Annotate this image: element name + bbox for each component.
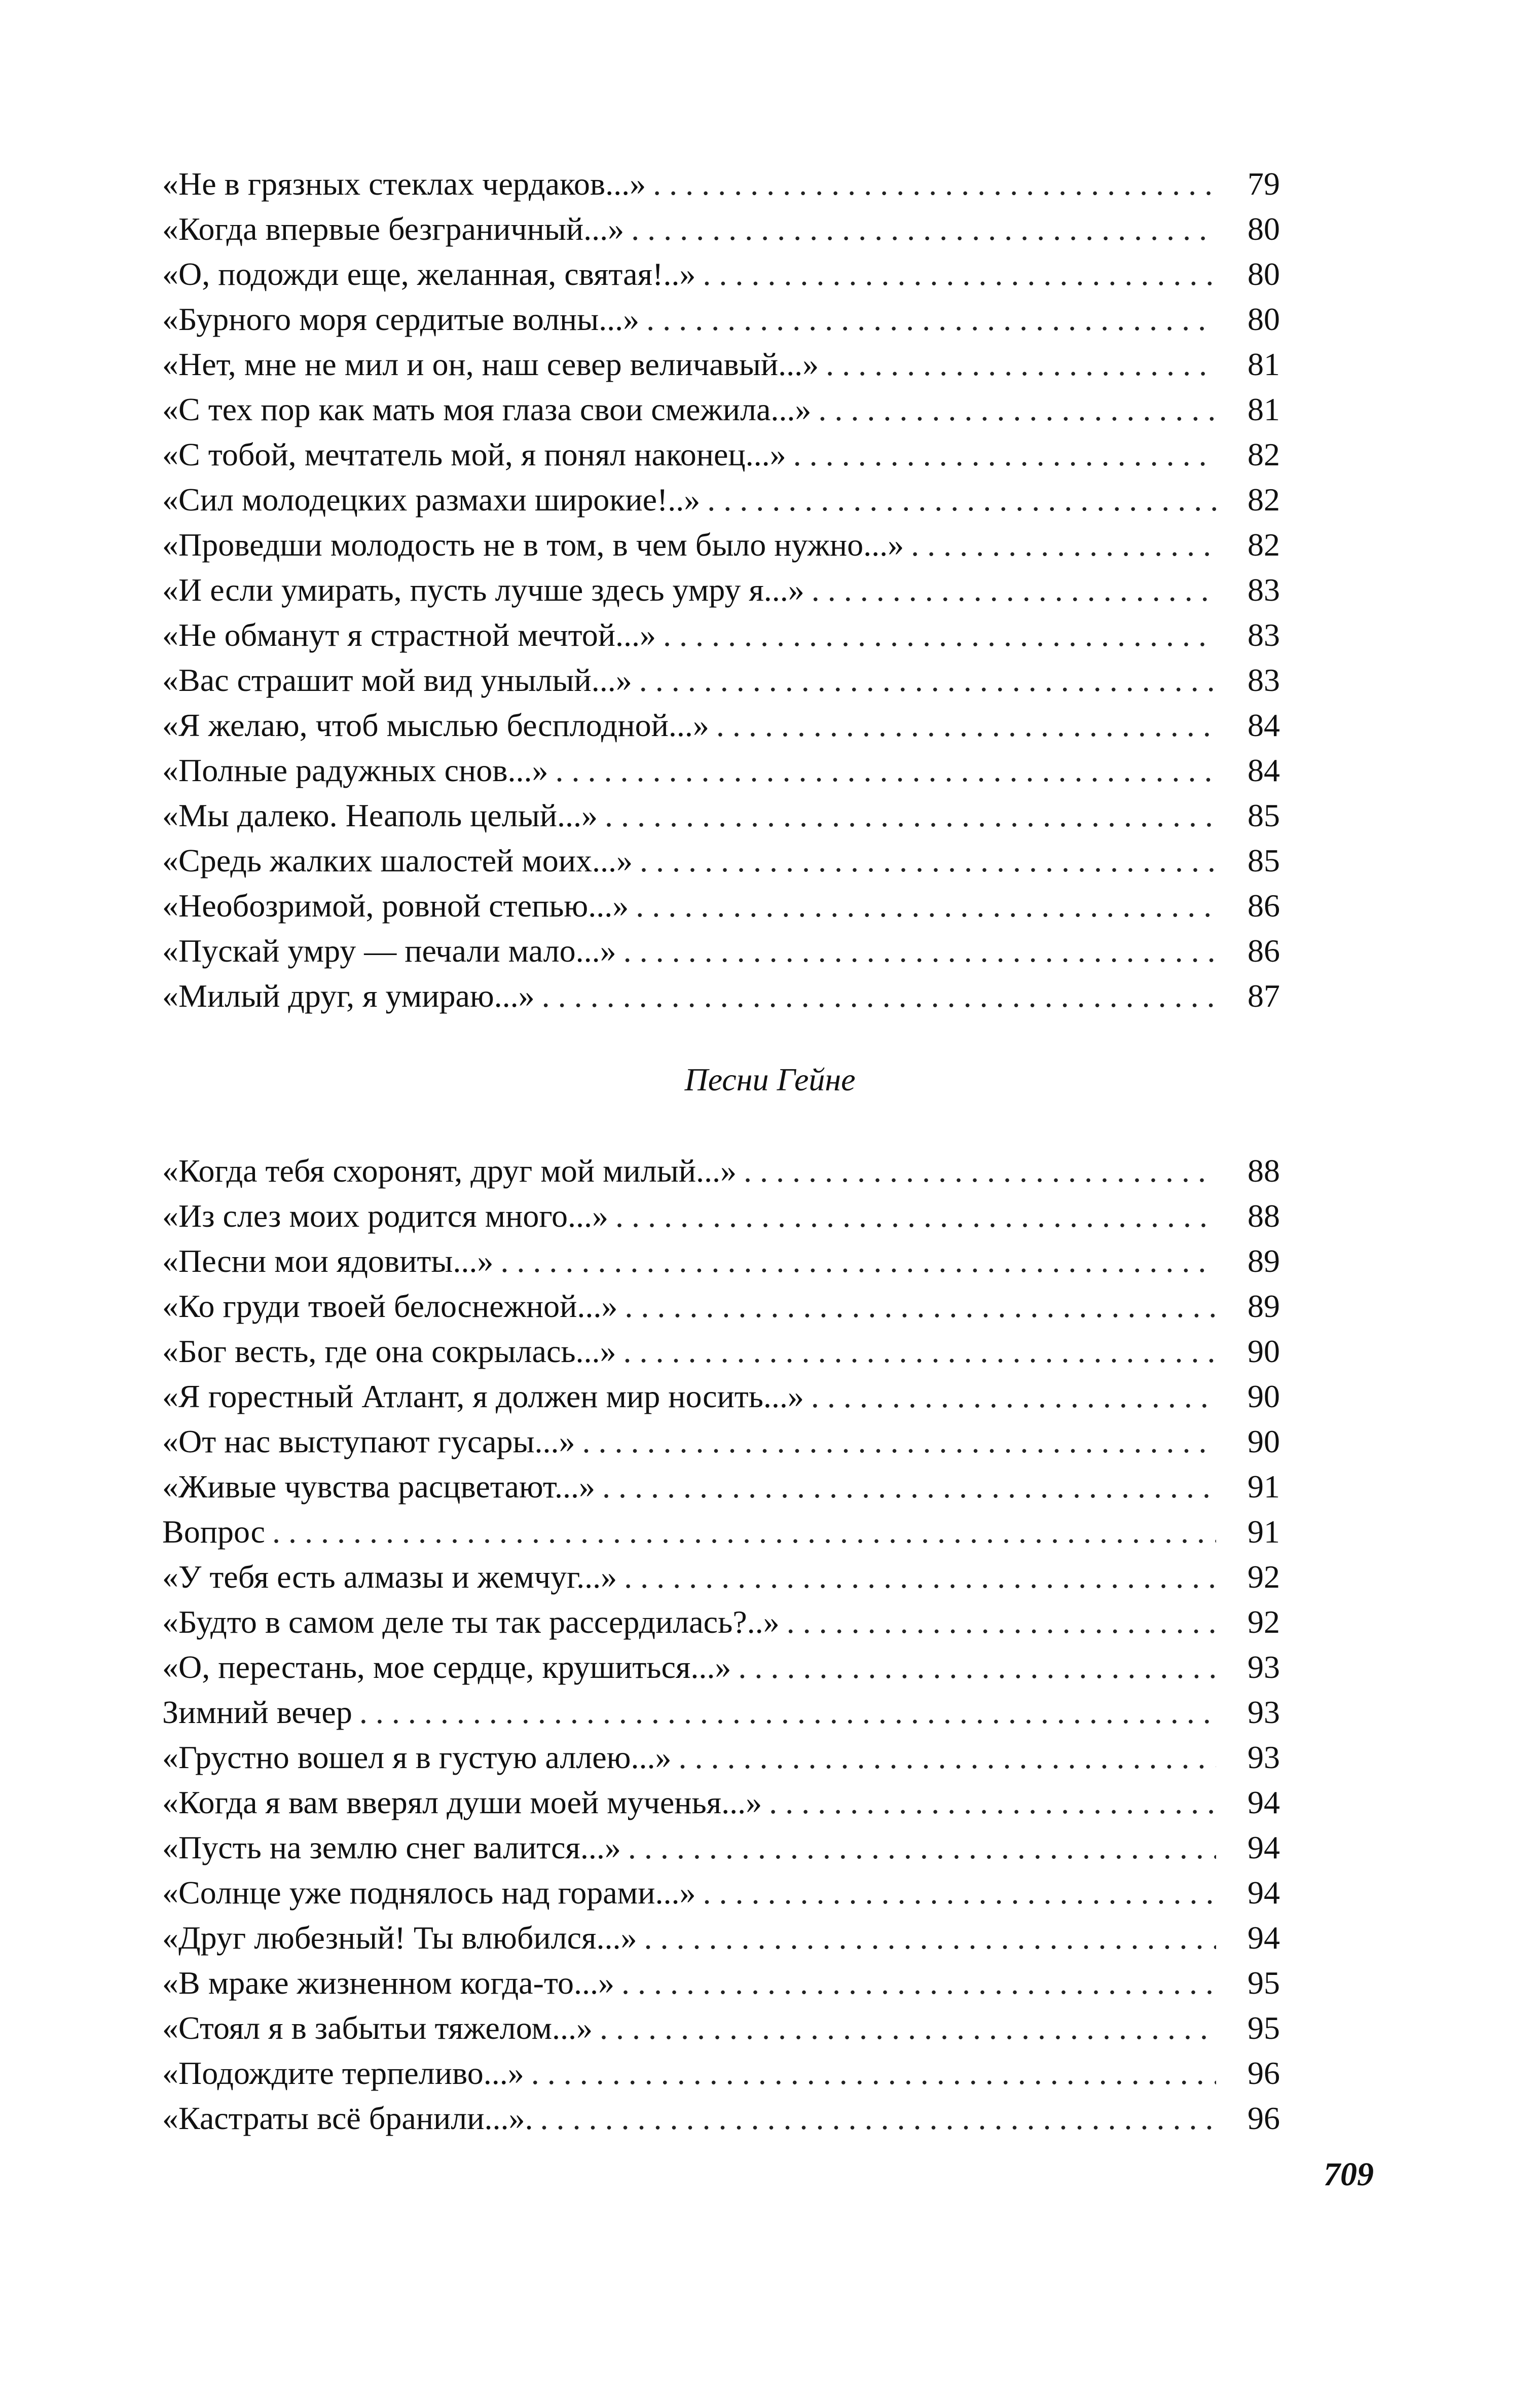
- toc-entry-title: «Когда впервые безграничный...»: [162, 211, 625, 247]
- toc-entry-title: «Не обманут я страстной мечтой...»: [162, 617, 656, 653]
- toc-entry: [162, 657, 1280, 703]
- toc-entry: [162, 883, 1280, 928]
- toc-entry: [162, 2005, 1280, 2050]
- toc-leader-dots: [600, 2005, 1216, 2050]
- toc-entry: [162, 1284, 1280, 1329]
- toc-leader-dots: [703, 1870, 1216, 1915]
- toc-entry-title: «Милый друг, я умираю...»: [162, 978, 535, 1014]
- toc-entry: [162, 1148, 1280, 1193]
- toc-entry-page: 85: [1248, 842, 1280, 878]
- toc-leader-dots: [818, 387, 1216, 432]
- toc-entry-page: 86: [1248, 933, 1280, 969]
- toc-leader-dots: [826, 342, 1216, 387]
- toc-entry-title: «Бог весть, где она сокрылась...»: [162, 1333, 616, 1369]
- toc-entry-title: «Полные радужных снов...»: [162, 752, 548, 788]
- toc-list-first: [162, 161, 1280, 1018]
- toc-entry-page: 88: [1248, 1153, 1280, 1189]
- toc-entry: [162, 1329, 1280, 1374]
- toc-entry-page: 89: [1248, 1288, 1280, 1324]
- toc-entry-page: 93: [1248, 1649, 1280, 1685]
- toc-entry-page: 93: [1248, 1694, 1280, 1730]
- toc-entry-page: 95: [1248, 2010, 1280, 2046]
- toc-leader-dots: [716, 703, 1216, 748]
- toc-entry-title: «Вас страшит мой вид унылый...»: [162, 662, 632, 698]
- toc-entry-page: 82: [1248, 527, 1280, 563]
- toc-entry-title: «Когда тебя схоронят, друг мой милый...»: [162, 1153, 737, 1189]
- toc-leader-dots: [653, 161, 1216, 206]
- toc-entry-page: 90: [1248, 1333, 1280, 1369]
- toc-entry-page: 96: [1248, 2100, 1280, 2136]
- toc-entry: [162, 2050, 1280, 2096]
- toc-entry-title: «Нет, мне не мил и он, наш север величавый...»: [162, 346, 819, 382]
- toc-entry: [162, 1509, 1280, 1554]
- toc-entry-title: «Пусть на землю снег валится...»: [162, 1829, 621, 1865]
- toc-entry-page: 96: [1248, 2055, 1280, 2091]
- toc-entry-title: Вопрос: [162, 1514, 265, 1550]
- toc-entry: [162, 1960, 1280, 2005]
- toc-entry-page: 81: [1248, 346, 1280, 382]
- toc-entry: [162, 973, 1280, 1018]
- toc-leader-dots: [615, 1193, 1216, 1238]
- toc-entry-title: «Мы далеко. Неаполь целый...»: [162, 797, 598, 833]
- toc-entry-title: «Песни мои ядовиты...»: [162, 1243, 494, 1279]
- toc-entry: [162, 1915, 1280, 1960]
- toc-entry: [162, 1374, 1280, 1419]
- toc-entry: [162, 206, 1280, 251]
- toc-entry-page: 80: [1248, 256, 1280, 292]
- toc-entry: [162, 748, 1280, 793]
- toc-entry-title: «Необозримой, ровной степью...»: [162, 888, 629, 924]
- toc-entry-page: 86: [1248, 888, 1280, 924]
- toc-list-heine: [162, 1148, 1280, 2141]
- toc-entry-page: 91: [1248, 1469, 1280, 1505]
- toc-leader-dots: [359, 1690, 1216, 1735]
- toc-leader-dots: [624, 928, 1216, 973]
- toc-entry-page: 85: [1248, 797, 1280, 833]
- toc-leader-dots: [624, 1554, 1216, 1599]
- toc-leader-dots: [678, 1735, 1216, 1780]
- toc-entry: [162, 1193, 1280, 1238]
- toc-entry-title: «С тех пор как мать моя глаза свои смежила...»: [162, 391, 812, 427]
- toc-leader-dots: [636, 883, 1216, 928]
- toc-entry-title: «С тобой, мечтатель мой, я понял наконец...»: [162, 436, 786, 472]
- toc-leader-dots: [738, 1644, 1216, 1690]
- toc-entry: [162, 1238, 1280, 1284]
- toc-entry-title: «От нас выступают гусары...»: [162, 1423, 575, 1459]
- toc-leader-dots: [542, 973, 1216, 1018]
- toc-leader-dots: [531, 2050, 1216, 2096]
- toc-entry: [162, 387, 1280, 432]
- toc-entry-page: 92: [1248, 1604, 1280, 1640]
- toc-entry-title: «У тебя есть алмазы и жемчуг...»: [162, 1559, 617, 1595]
- toc-entry: [162, 1870, 1280, 1915]
- toc-entry-title: «Я горестный Атлант, я должен мир носить...»: [162, 1378, 804, 1414]
- toc-entry-title: «Кастраты всё бранили...».: [162, 2100, 533, 2136]
- toc-entry-title: Зимний вечер: [162, 1694, 352, 1730]
- toc-entry: [162, 342, 1280, 387]
- toc-entry-page: 82: [1248, 482, 1280, 518]
- toc-entry-title: «Подождите терпеливо...»: [162, 2055, 524, 2091]
- toc-leader-dots: [646, 297, 1216, 342]
- toc-entry: [162, 612, 1280, 657]
- toc-entry: [162, 432, 1280, 477]
- toc-leader-dots: [812, 567, 1216, 612]
- toc-leader-dots: [639, 657, 1216, 703]
- toc-entry-title: «Я желаю, чтоб мыслью бесплодной...»: [162, 707, 709, 743]
- toc-entry: [162, 1464, 1280, 1509]
- toc-leader-dots: [602, 1464, 1216, 1509]
- toc-entry-page: 81: [1248, 391, 1280, 427]
- toc-leader-dots: [582, 1419, 1216, 1464]
- toc-entry-title: «Будто в самом деле ты так рассердилась?..»: [162, 1604, 780, 1640]
- toc-leader-dots: [624, 1329, 1216, 1374]
- toc-entry-title: «О, перестань, мое сердце, крушиться...»: [162, 1649, 731, 1685]
- toc-entry: [162, 522, 1280, 567]
- toc-leader-dots: [625, 1284, 1216, 1329]
- toc-entry: [162, 1690, 1280, 1735]
- toc-entry-page: 80: [1248, 301, 1280, 337]
- toc-entry: [162, 297, 1280, 342]
- toc-entry-page: 84: [1248, 752, 1280, 788]
- toc-entry-title: «И если умирать, пусть лучше здесь умру я...»: [162, 572, 804, 608]
- toc-entry-title: «В мраке жизненном когда-то...»: [162, 1965, 614, 2001]
- toc-leader-dots: [663, 612, 1216, 657]
- toc-entry-title: «Средь жалких шалостей моих...»: [162, 842, 633, 878]
- toc-entry-page: 94: [1248, 1829, 1280, 1865]
- toc-entry-page: 83: [1248, 662, 1280, 698]
- toc-leader-dots: [272, 1509, 1216, 1554]
- toc-entry: [162, 928, 1280, 973]
- toc-leader-dots: [793, 432, 1216, 477]
- toc-entry-page: 89: [1248, 1243, 1280, 1279]
- toc-leader-dots: [787, 1599, 1216, 1644]
- toc-entry: [162, 161, 1280, 206]
- toc-entry-page: 83: [1248, 572, 1280, 608]
- toc-entry: [162, 838, 1280, 883]
- toc-entry-title: «Солнце уже поднялось над горами...»: [162, 1875, 696, 1911]
- toc-leader-dots: [644, 1915, 1216, 1960]
- toc-entry-title: «Из слез моих родится много...»: [162, 1198, 609, 1234]
- toc-leader-dots: [744, 1148, 1216, 1193]
- toc-leader-dots: [540, 2096, 1216, 2141]
- toc-entry: [162, 2096, 1280, 2141]
- toc-entry: [162, 251, 1280, 297]
- toc-entry-title: «Сил молодецких размахи широкие!..»: [162, 482, 701, 518]
- toc-leader-dots: [640, 838, 1216, 883]
- toc-entry-page: 83: [1248, 617, 1280, 653]
- toc-entry-page: 95: [1248, 1965, 1280, 2001]
- toc-entry: [162, 703, 1280, 748]
- toc-entry-page: 90: [1248, 1423, 1280, 1459]
- toc-leader-dots: [555, 748, 1216, 793]
- toc-entry-title: «Пускай умру — печали мало...»: [162, 933, 616, 969]
- toc-entry: [162, 1554, 1280, 1599]
- toc-entry-page: 90: [1248, 1378, 1280, 1414]
- toc-entry-page: 80: [1248, 211, 1280, 247]
- toc-entry-title: «Грустно вошел я в густую аллею...»: [162, 1739, 672, 1775]
- toc-entry-title: «Бурного моря сердитые волны...»: [162, 301, 640, 337]
- toc-entry: [162, 793, 1280, 838]
- toc-entry-page: 88: [1248, 1198, 1280, 1234]
- toc-entry: [162, 1599, 1280, 1644]
- section-heading: Песни Гейне: [684, 1061, 856, 1097]
- toc-entry-title: «Не в грязных стеклах чердаков...»: [162, 166, 646, 202]
- toc-entry-title: «Ко груди твоей белоснежной...»: [162, 1288, 618, 1324]
- toc-entry: [162, 477, 1280, 522]
- toc-leader-dots: [769, 1780, 1216, 1825]
- toc-entry: [162, 1735, 1280, 1780]
- toc-entry-title: «Стоял я в забытьи тяжелом...»: [162, 2010, 593, 2046]
- toc-entry: [162, 567, 1280, 612]
- toc-leader-dots: [500, 1238, 1216, 1284]
- toc-entry-page: 84: [1248, 707, 1280, 743]
- toc-entry-page: 93: [1248, 1739, 1280, 1775]
- page-number: 709: [1324, 2156, 1374, 2193]
- toc-entry-page: 94: [1248, 1920, 1280, 1956]
- toc-leader-dots: [621, 1960, 1216, 2005]
- toc-leader-dots: [911, 522, 1216, 567]
- toc-entry-title: «Друг любезный! Ты влюбился...»: [162, 1920, 637, 1956]
- toc-entry-title: «Когда я вам вверял души моей мученья...»: [162, 1784, 762, 1820]
- toc-leader-dots: [628, 1825, 1216, 1870]
- toc-entry-title: «Проведши молодость не в том, в чем было нужно...»: [162, 527, 904, 563]
- toc-entry-page: 92: [1248, 1559, 1280, 1595]
- toc-entry-page: 91: [1248, 1514, 1280, 1550]
- toc-leader-dots: [707, 477, 1216, 522]
- toc-entry: [162, 1825, 1280, 1870]
- toc-leader-dots: [631, 206, 1216, 251]
- toc-entry: [162, 1780, 1280, 1825]
- toc-leader-dots: [811, 1374, 1216, 1419]
- toc-entry-page: 82: [1248, 436, 1280, 472]
- toc-leader-dots: [605, 793, 1216, 838]
- toc-entry-page: 94: [1248, 1875, 1280, 1911]
- toc-entry-title: «Живые чувства расцветают...»: [162, 1469, 595, 1505]
- toc-entry: [162, 1644, 1280, 1690]
- toc-leader-dots: [703, 251, 1216, 297]
- toc-entry-page: 94: [1248, 1784, 1280, 1820]
- toc-entry-page: 87: [1248, 978, 1280, 1014]
- toc-entry-title: «О, подожди еще, желанная, святая!..»: [162, 256, 696, 292]
- toc-entry: [162, 1419, 1280, 1464]
- toc-entry-page: 79: [1248, 166, 1280, 202]
